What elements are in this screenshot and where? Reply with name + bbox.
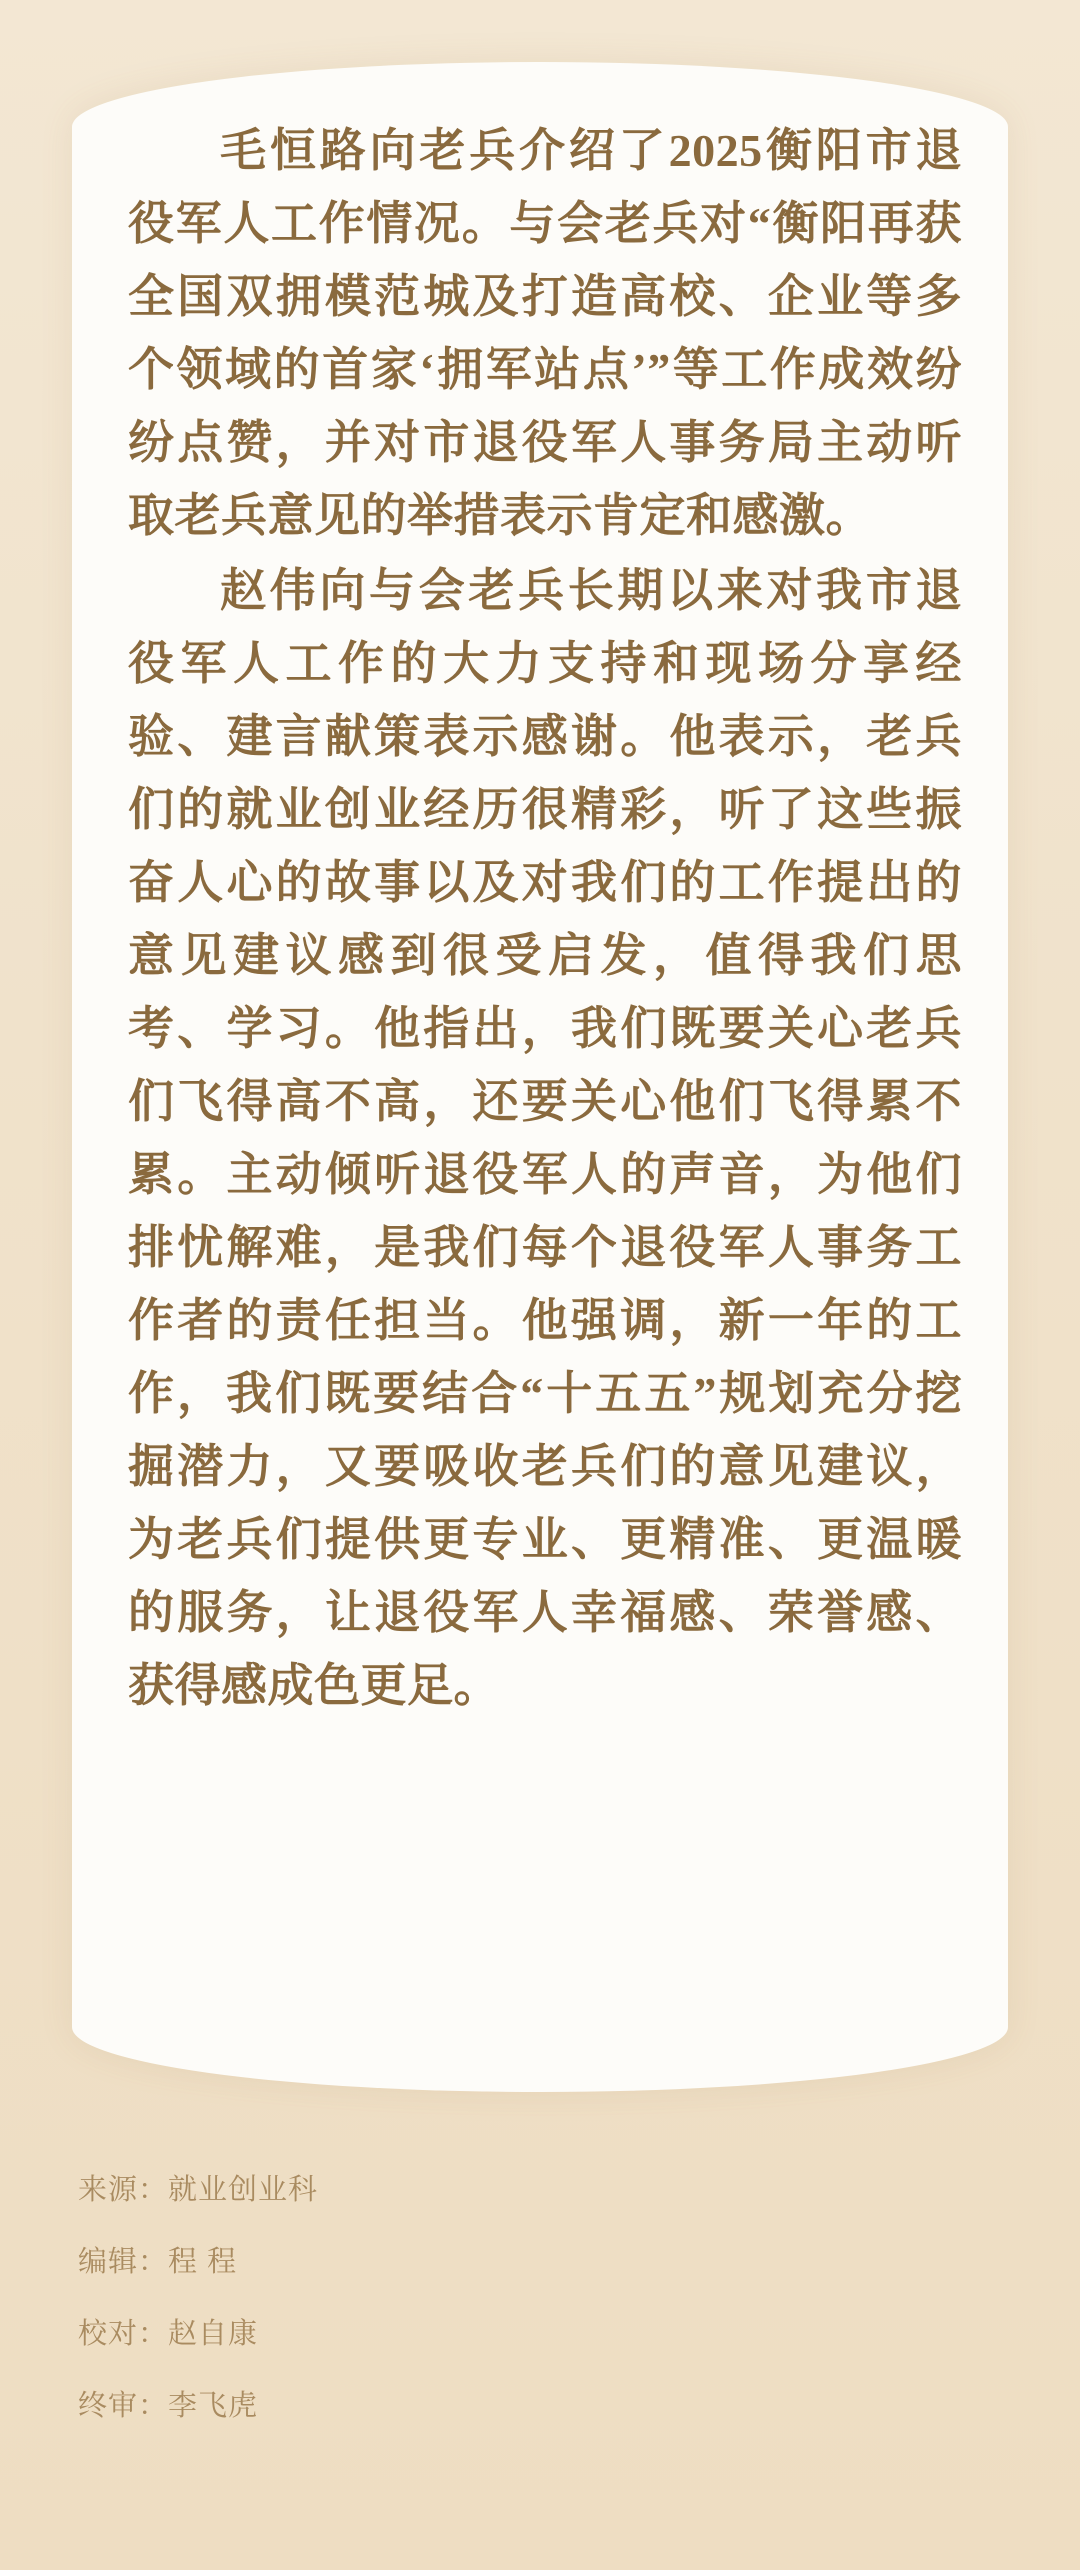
credit-source-label: 来源： <box>78 2174 169 2206</box>
article-paragraph: 毛恒路向老兵介绍了2025衡阳市退役军人工作情况。与会老兵对“衡阳再获全国双拥模范城及打造高校、企业等多个领域的首家‘拥军站点’”等工作成效纷纷点赞，并对市退役军人事务局主动听取老兵意见的举措表示肯定和感激。 <box>128 125 962 541</box>
article-card-wrapper <box>72 62 1008 2092</box>
credit-source <box>78 2170 878 2210</box>
credit-proofreader <box>78 2314 878 2354</box>
credit-proofreader-label: 校对： <box>78 2318 169 2350</box>
article-paragraph: 赵伟向与会老兵长期以来对我市退役军人工作的大力支持和现场分享经验、建言献策表示感谢。他表示，老兵们的就业创业经历很精彩，听了这些振奋人心的故事以及对我们的工作提出的意见建议感到很受启发，值得我们思考、学习。他指出，我们既要关心老兵们飞得高不高，还要关心他们飞得累不累。主动倾听退役军人的声音，为他们排忧解难，是我们每个退役军人事务工作者的责任担当。他强调，新一年的工作，我们既要结合“十五五”规划充分挖掘潜力，又要吸收老兵们的意见建议，为老兵们提供更专业、更精准、更温暖的服务，让退役军人幸福感、荣誉感、获得感成色更足。 <box>128 565 962 1711</box>
credit-final-reviewer-value: 李飞虎 <box>168 2390 259 2422</box>
credit-source-value: 就业创业科 <box>168 2174 319 2206</box>
credit-final-reviewer-label: 终审： <box>78 2390 169 2422</box>
article-content <box>128 114 962 2052</box>
credit-editor-value: 程 程 <box>168 2246 238 2278</box>
credit-proofreader-value: 赵自康 <box>168 2318 259 2350</box>
article-body <box>128 114 962 1722</box>
credit-editor-label: 编辑： <box>78 2246 169 2278</box>
credit-final-reviewer <box>78 2386 878 2426</box>
credits-block <box>78 2170 878 2458</box>
credit-editor <box>78 2242 878 2282</box>
